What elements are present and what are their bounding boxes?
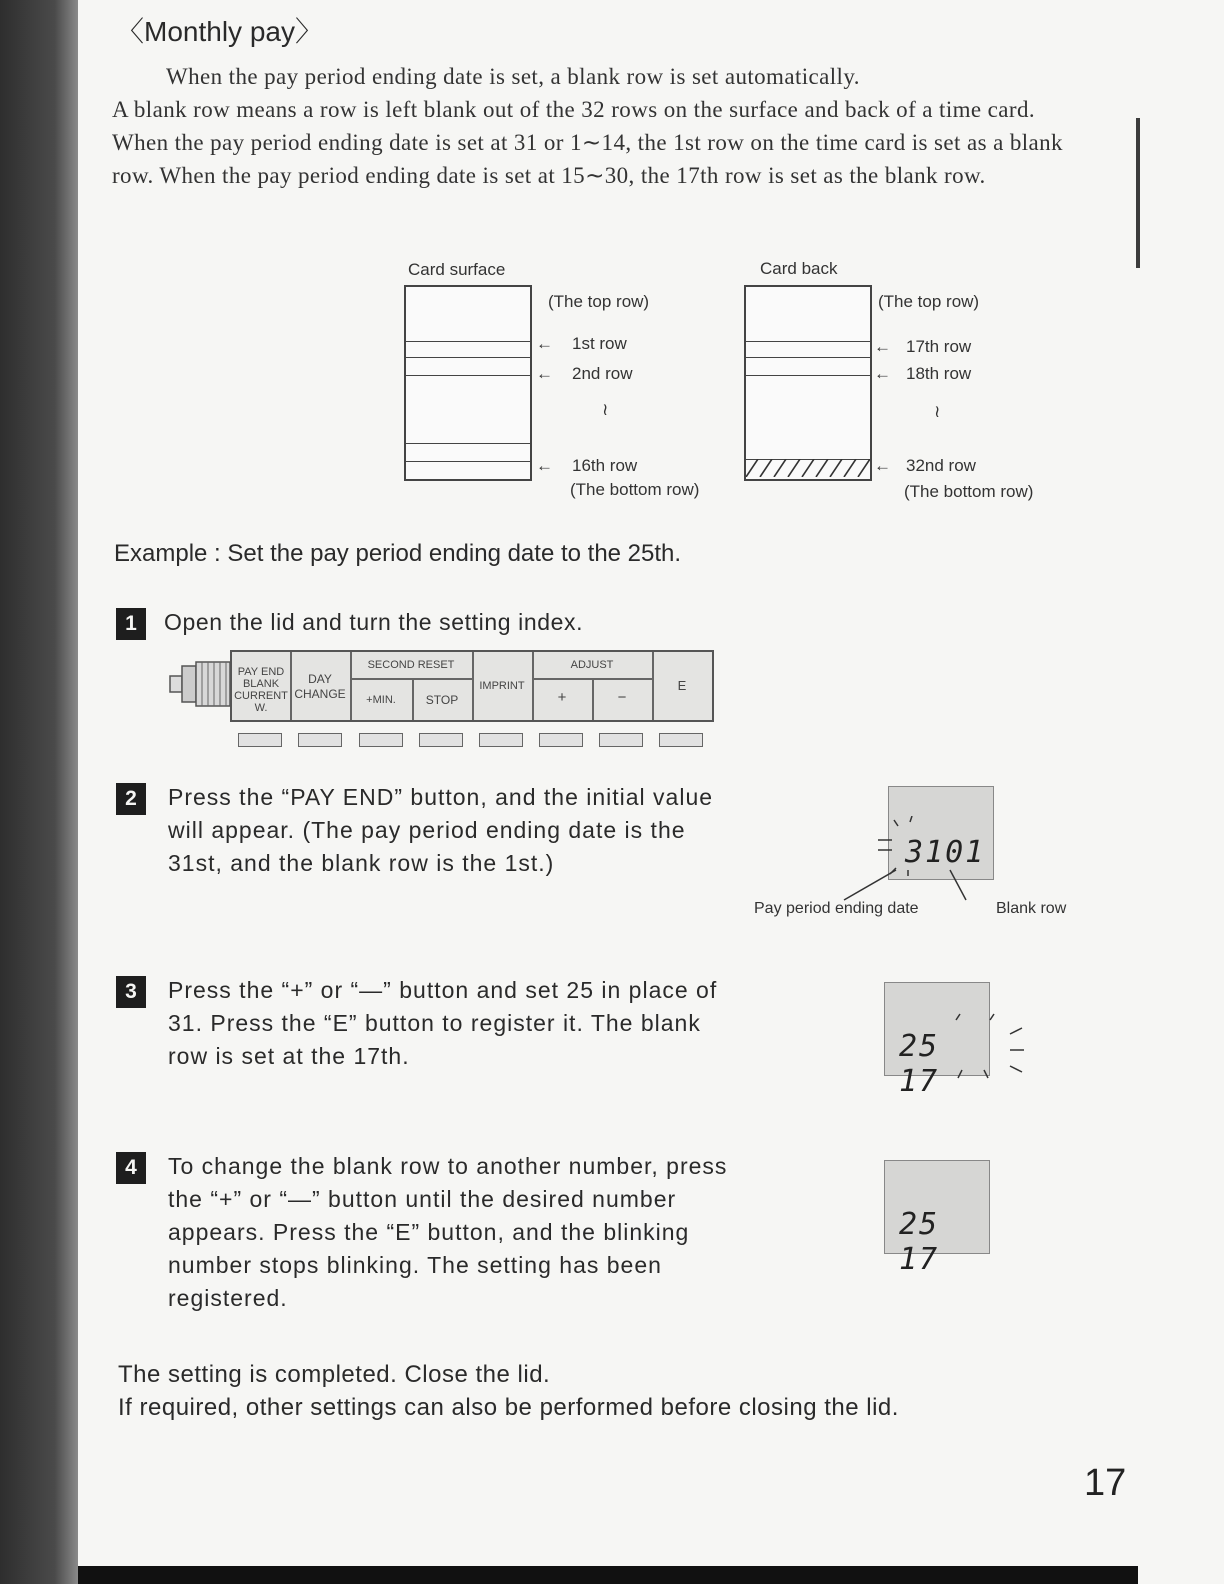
plus-position[interactable]: + xyxy=(557,689,567,706)
button-slot xyxy=(539,733,583,747)
arrow-left-icon: ← xyxy=(874,456,891,475)
arrow-left-icon: ← xyxy=(536,334,553,353)
card-surface xyxy=(404,285,532,481)
stop-position[interactable]: STOP xyxy=(425,693,459,707)
step-2-text: Press the “PAY END” button, and the initial value will appear. (The pay period ending date is the 31st, and the blank row is the 1st.) xyxy=(168,784,714,876)
back-32nd-row-label: 32nd row xyxy=(906,456,976,475)
surface-bottom-row-label: (The bottom row) xyxy=(570,480,700,499)
back-18th-row-label: 18th row xyxy=(906,364,972,383)
back-bottom-row-label: (The bottom row) xyxy=(904,482,1034,501)
second-reset-label: SECOND RESET xyxy=(367,659,455,671)
step-1-text: Open the lid and turn the setting index. xyxy=(164,609,584,635)
manual-page xyxy=(78,0,1136,1566)
day-change-position[interactable] xyxy=(290,672,350,702)
blank-label: BLANK xyxy=(242,678,280,690)
setting-index-panel xyxy=(230,650,714,722)
section-heading: 〈Monthly pay〉 xyxy=(116,16,323,47)
intro-line-1: When the pay period ending date is set, a blank row is set automatically. xyxy=(166,64,860,89)
lcd-value: 25 17 xyxy=(899,1207,940,1277)
intro-paragraph xyxy=(112,60,1092,192)
button-slot xyxy=(659,733,703,747)
row-line xyxy=(406,341,530,342)
closing-line-2: If required, other settings can also be performed before closing the lid. xyxy=(118,1394,899,1421)
button-slot xyxy=(298,733,342,747)
arrow-left-icon: ← xyxy=(874,364,891,383)
page-number: 17 xyxy=(1084,1462,1127,1504)
e-position[interactable]: E xyxy=(677,678,687,693)
back-ellipsis: ≀ xyxy=(934,402,941,421)
back-top-row-label: (The top row) xyxy=(878,292,980,311)
button-slot xyxy=(479,733,523,747)
closing-text xyxy=(118,1358,899,1424)
closing-line-1: The setting is completed. Close the lid. xyxy=(118,1361,551,1388)
step-4-number: 4 xyxy=(116,1152,146,1184)
setting-knob-icon xyxy=(168,658,232,710)
step-4-text: To change the blank row to another number, press the “+” or “—” button until the desired number appears. Press the “E” button, and the blinking number stops blinking. The setting has been registered. xyxy=(168,1153,728,1311)
step-2-number: 2 xyxy=(116,783,146,815)
card-surface-title: Card surface xyxy=(408,260,506,279)
row-line xyxy=(406,357,530,358)
step-1-number: 1 xyxy=(116,608,146,640)
day-label: DAY xyxy=(308,672,332,686)
row-line xyxy=(406,443,530,444)
adjust-label: ADJUST xyxy=(570,659,614,671)
intro-line-2: A blank row means a row is left blank out of the 32 rows on the surface and back of a time card. When the pay period ending date is set at 31 or 1∼14, the 1st row on the time card is set as a blank row. When the pay period ending date is set at 15∼30, the 17th row is set as the blank row. xyxy=(112,97,1063,188)
back-17th-row-label: 17th row xyxy=(906,337,972,356)
row-line xyxy=(406,461,530,462)
blink-indicator-icon xyxy=(838,816,998,906)
lcd-value: 25 17 xyxy=(899,1029,940,1099)
lcd-value: 3101 xyxy=(905,835,986,870)
margin xyxy=(1136,0,1224,1584)
row-line xyxy=(746,357,870,358)
scan-bottom-edge xyxy=(78,1566,1138,1584)
arrow-left-icon: ← xyxy=(874,337,891,356)
blink-indicator-icon xyxy=(948,1012,1032,1082)
button-slot xyxy=(359,733,403,747)
step-3-number: 3 xyxy=(116,976,146,1008)
button-slot xyxy=(599,733,643,747)
lcd-display-step4 xyxy=(884,1160,990,1277)
surface-ellipsis: ≀ xyxy=(602,400,609,419)
row-line xyxy=(746,375,870,376)
arrow-left-icon: ← xyxy=(536,364,553,383)
imprint-position[interactable]: IMPRINT xyxy=(479,680,525,692)
surface-top-row-label: (The top row) xyxy=(548,292,650,311)
scan-shadow xyxy=(0,0,78,1584)
row-line xyxy=(746,341,870,342)
step-3-text: Press the “+” or “—” button and set 25 in place of 31. Press the “E” button to register it. The blank row is set at the 17th. xyxy=(168,977,718,1069)
pay-period-ending-date-label: Pay period ending date xyxy=(754,900,919,917)
surface-1st-row-label: 1st row xyxy=(572,334,627,353)
surface-2nd-row-label: 2nd row xyxy=(572,364,633,383)
row-line xyxy=(406,375,530,376)
hatched-blank-row xyxy=(746,459,870,477)
arrow-left-icon: ← xyxy=(536,456,553,475)
minus-position[interactable]: − xyxy=(617,689,627,706)
pay-end-label: PAY END xyxy=(237,666,285,678)
change-label: CHANGE xyxy=(294,687,346,701)
current-w-label: CURRENT W. xyxy=(234,690,288,714)
card-back-title: Card back xyxy=(760,259,838,278)
surface-16th-row-label: 16th row xyxy=(572,456,638,475)
blank-row-label: Blank row xyxy=(996,900,1067,917)
card-back xyxy=(744,285,872,481)
pay-end-position[interactable] xyxy=(232,666,290,714)
button-slot xyxy=(238,733,282,747)
button-slot xyxy=(419,733,463,747)
example-heading: Example : Set the pay period ending date to the 25th. xyxy=(114,540,682,567)
plus-min-position[interactable]: +MIN. xyxy=(366,694,396,706)
